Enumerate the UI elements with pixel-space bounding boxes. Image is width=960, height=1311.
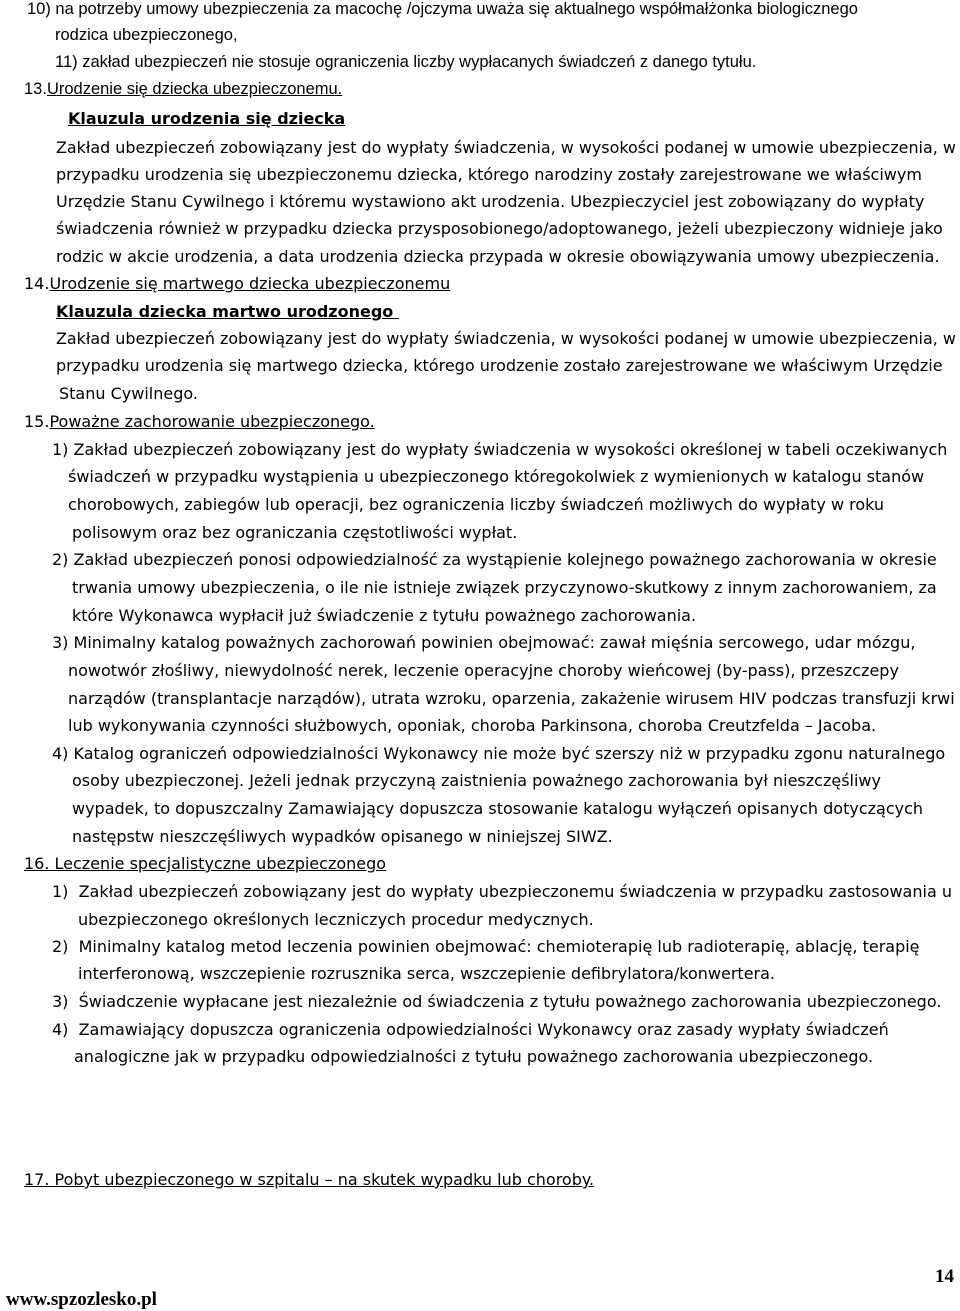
s13-line4: świadczenia również w przypadku dziecka przysposobionego/adoptowanego, jeżeli ubezpieczony widnieje jako bbox=[56, 219, 943, 238]
page-number: 14 bbox=[935, 1266, 954, 1287]
s15-item1-line3: chorobowych, zabiegów lub operacji, bez ograniczenia liczby świadczeń możliwych do wypłaty w roku bbox=[68, 495, 885, 514]
s15-item3-line2: nowotwór złośliwy, niewydolność nerek, leczenie operacyjne choroby wieńcowej (by-pass), przeszczepy bbox=[68, 661, 899, 680]
s15-item1-line2: świadczeń w przypadku wystąpienia u ubezpieczonego któregokolwiek z wymienionych w katalogu stanów bbox=[68, 467, 925, 486]
s16-item1-line2: ubezpieczonego określonych leczniczych procedur medycznych. bbox=[78, 910, 594, 929]
section-13-number: 13. bbox=[24, 80, 47, 98]
s15-item3-line4: lub wykonywania czynności służbowych, oponiak, choroba Parkinsona, choroba Creutzfelda – Jacoba. bbox=[68, 716, 877, 735]
section-15-number: 15. bbox=[24, 412, 50, 431]
s15-item1-line4: polisowym oraz bez ograniczania częstotliwości wypłat. bbox=[72, 523, 518, 542]
section-15-heading bbox=[24, 411, 375, 433]
s14-line3: Stanu Cywilnego. bbox=[59, 384, 198, 403]
s16-item3-line1: 3) Świadczenie wypłacane jest niezależnie od świadczenia z tytułu poważnego zachorowania ubezpieczonego. bbox=[52, 992, 942, 1011]
s14-line2: przypadku urodzenia się martwego dziecka, którego urodzenie zostało zarejestrowane we właściwym Urzędzie bbox=[56, 356, 943, 375]
s13-line5: rodzic w akcie urodzenia, a data urodzenia dziecka przypada w okresie obowiązywania umowy ubezpieczenia. bbox=[56, 247, 940, 266]
s16-item4-line1: 4) Zamawiający dopuszcza ograniczenia odpowiedzialności Wykonawcy oraz zasady wypłaty świadczeń bbox=[52, 1020, 889, 1039]
s16-item1-line1: 1) Zakład ubezpieczeń zobowiązany jest do wypłaty ubezpieczonemu świadczenia w przypadku zastosowania u bbox=[52, 882, 952, 901]
list-item-11: 11) zakład ubezpieczeń nie stosuje ograniczenia liczby wypłacanych świadczeń z danego tytułu. bbox=[55, 53, 757, 71]
clause-birth-heading: Klauzula urodzenia się dziecka bbox=[68, 109, 346, 128]
section-16-heading: 16. Leczenie specjalistyczne ubezpieczonego bbox=[24, 854, 387, 873]
s15-item4-line4: następstw nieszczęśliwych wypadków opisanego w niniejszej SIWZ. bbox=[72, 827, 613, 846]
section-13-heading bbox=[24, 78, 342, 100]
s15-item3-line3: narządów (transplantacje narządów), utrata wzroku, oparzenia, zakażenie wirusem HIV podczas transfuzji krwi bbox=[68, 689, 955, 708]
footer-website: www.spzozlesko.pl bbox=[6, 1289, 157, 1310]
s13-line1: Zakład ubezpieczeń zobowiązany jest do wypłaty świadczenia, w wysokości podanej w umowie ubezpieczenia, w bbox=[56, 138, 956, 157]
section-14-number: 14. bbox=[24, 274, 50, 293]
s16-item2-line1: 2) Minimalny katalog metod leczenia powinien obejmować: chemioterapię lub radioterapię, ablację, terapię bbox=[52, 937, 920, 956]
s15-item3-line1: 3) Minimalny katalog poważnych zachorowań powinien obejmować: zawał mięśnia sercowego, udar mózgu, bbox=[52, 633, 916, 652]
s14-line1: Zakład ubezpieczeń zobowiązany jest do wypłaty świadczenia, w wysokości podanej w umowie ubezpieczenia, w bbox=[56, 329, 956, 348]
list-item-10-line2: rodzica ubezpieczonego, bbox=[55, 26, 238, 44]
list-item-10-line1: 10) na potrzeby umowy ubezpieczenia za macochę /ojczyma uważa się aktualnego współmałżonka biologicznego bbox=[27, 0, 858, 18]
clause-stillborn-heading: Klauzula dziecka martwo urodzonego bbox=[56, 302, 399, 321]
s15-item4-line1: 4) Katalog ograniczeń odpowiedzialności Wykonawcy nie może być szerszy niż w przypadku zgonu naturalnego bbox=[52, 744, 946, 763]
section-14-title: Urodzenie się martwego dziecka ubezpieczonemu bbox=[49, 274, 451, 293]
section-17-heading: 17. Pobyt ubezpieczonego w szpitalu – na skutek wypadku lub choroby. bbox=[24, 1170, 595, 1189]
s13-line3: Urzędzie Stanu Cywilnego i któremu wystawiono akt urodzenia. Ubezpieczyciel jest zobowiązany do wypłaty bbox=[56, 192, 925, 211]
s15-item2-line1: 2) Zakład ubezpieczeń ponosi odpowiedzialność za wystąpienie kolejnego poważnego zachorowania w okresie bbox=[52, 550, 937, 569]
s15-item4-line3: wypadek, to dopuszczalny Zamawiający dopuszcza stosowanie katalogu wyłączeń opisanych dotyczących bbox=[72, 799, 924, 818]
s15-item2-line2: trwania umowy ubezpieczenia, o ile nie istnieje związek przyczynowo-skutkowy z innym zachorowaniem, za bbox=[72, 578, 937, 597]
section-14-heading bbox=[24, 273, 450, 295]
s13-line2: przypadku urodzenia się ubezpieczonemu dziecka, którego narodziny zostały zarejestrowane we właściwym bbox=[56, 165, 922, 184]
s15-item4-line2: osoby ubezpieczonej. Jeżeli jednak przyczyną zaistnienia poważnego zachorowania był nieszczęśliwy bbox=[72, 771, 881, 790]
s15-item2-line3: które Wykonawca wypłacił już świadczenie z tytułu poważnego zachorowania. bbox=[72, 606, 697, 625]
section-13-title: Urodzenie się dziecka ubezpieczonemu. bbox=[46, 80, 343, 98]
s16-item4-line2: analogiczne jak w przypadku odpowiedzialności z tytułu poważnego zachorowania ubezpieczonego. bbox=[74, 1047, 874, 1066]
s16-item2-line2: interferonową, wszczepienie rozrusznika serca, wszczepienie defibrylatora/konwertera. bbox=[78, 964, 775, 983]
s15-item1-line1: 1) Zakład ubezpieczeń zobowiązany jest do wypłaty świadczenia w wysokości określonej w tabeli oczekiwanych bbox=[52, 440, 948, 459]
section-15-title: Poważne zachorowanie ubezpieczonego. bbox=[49, 412, 375, 431]
